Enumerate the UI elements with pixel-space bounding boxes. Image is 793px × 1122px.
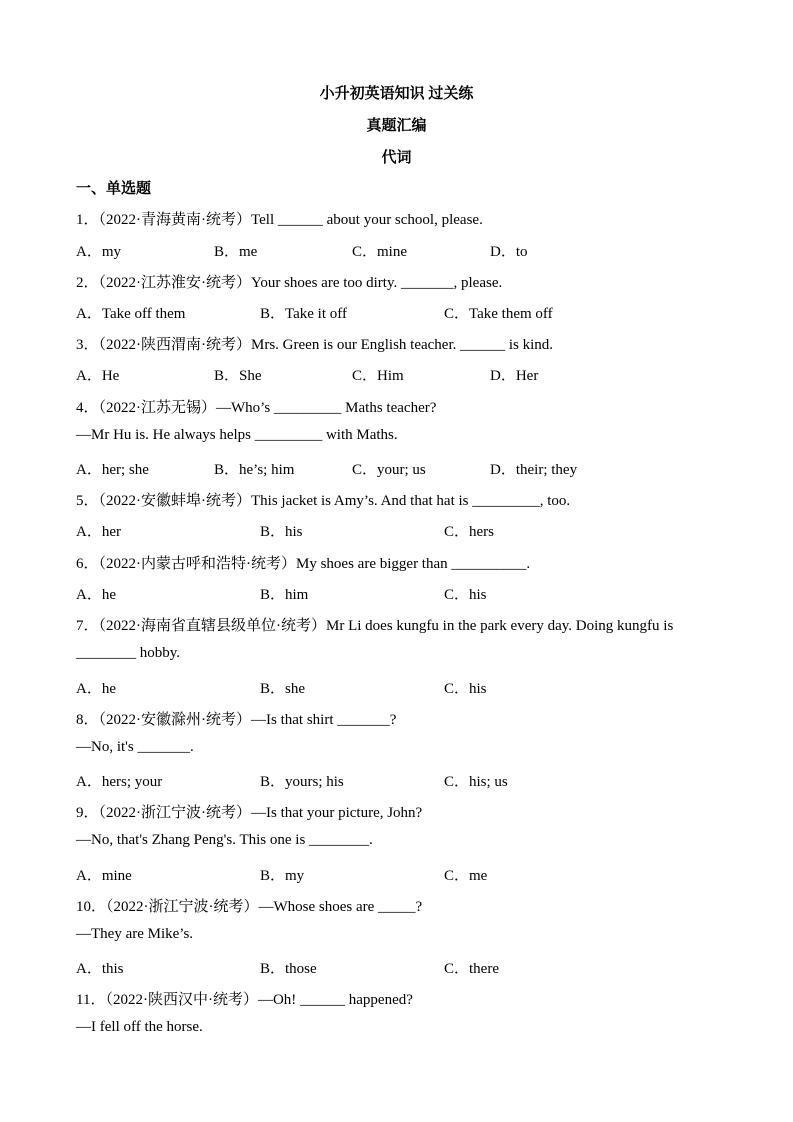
question-10 (76, 895, 422, 916)
section-heading: 一、单选题 (76, 181, 152, 197)
option-a: A．He (76, 368, 120, 384)
option-b: B．those (260, 961, 317, 977)
question-4 (76, 396, 436, 417)
option-c: C．there (444, 961, 499, 977)
question-text-cont: —I fell off the horse. (76, 1019, 203, 1035)
question-number: 1． (76, 212, 99, 228)
question-number: 3． (76, 337, 99, 353)
question-text: （2022·青海黄南·统考）Tell ______ about your school, please. (98, 212, 483, 228)
option-c: C．his; us (444, 774, 508, 790)
option-a: A．this (76, 961, 124, 977)
question-3 (76, 333, 553, 354)
question-text: （2022·浙江宁波·统考）—Is that your picture, John? (98, 805, 423, 821)
question-7 (76, 614, 673, 635)
option-b: B．She (214, 368, 262, 384)
option-a: A．he (76, 681, 116, 697)
question-text: （2022·浙江宁波·统考）—Whose shoes are _____? (106, 899, 423, 915)
question-number: 9． (76, 805, 99, 821)
question-text: （2022·安徽蚌埠·统考）This jacket is Amy’s. And that hat is _________, too. (98, 493, 571, 509)
question-text: （2022·安徽滁州·统考）—Is that shirt _______? (98, 712, 397, 728)
question-text-cont: —No, that's Zhang Peng's. This one is ________. (76, 832, 373, 848)
question-text-cont: —Mr Hu is. He always helps _________ with Maths. (76, 427, 398, 443)
option-b: B．his (260, 524, 303, 540)
option-a: A．Take off them (76, 306, 186, 322)
option-a: A．her (76, 524, 121, 540)
question-number: 11． (76, 992, 106, 1008)
option-a: A．my (76, 244, 122, 260)
option-b: B．yours; his (260, 774, 344, 790)
question-number: 4． (76, 400, 99, 416)
option-a: A．mine (76, 868, 132, 884)
question-text-cont: —They are Mike’s. (76, 926, 194, 942)
doc-title: 小升初英语知识 过关练 (319, 86, 474, 102)
option-c: C．his (444, 681, 487, 697)
question-number: 5． (76, 493, 99, 509)
option-a: A．her; she (76, 462, 149, 478)
option-c: C．mine (352, 244, 407, 260)
option-b: B．she (260, 681, 306, 697)
option-a: A．he (76, 587, 116, 603)
question-number: 10． (76, 899, 107, 915)
option-d: D．their; they (490, 462, 578, 478)
question-9 (76, 801, 422, 822)
option-d: D．Her (490, 368, 539, 384)
question-text: （2022·海南省直辖县级单位·统考）Mr Li does kungfu in the park every day. Doing kungfu is (98, 618, 674, 634)
question-text-cont: —No, it's _______. (76, 739, 194, 755)
question-number: 7． (76, 618, 99, 634)
option-a: A．hers; your (76, 774, 163, 790)
question-8 (76, 708, 396, 729)
question-6 (76, 552, 530, 573)
question-2 (76, 271, 502, 292)
question-11 (76, 988, 413, 1009)
option-d: D．to (490, 244, 528, 260)
option-c: C．Him (352, 368, 404, 384)
option-c: C．Take them off (444, 306, 553, 322)
option-c: C．me (444, 868, 488, 884)
question-5 (76, 489, 570, 510)
option-c: C．his (444, 587, 487, 603)
doc-subtitle: 真题汇编 (366, 118, 427, 134)
option-b: B．my (260, 868, 305, 884)
option-b: B．him (260, 587, 309, 603)
question-1 (76, 208, 483, 229)
question-text: （2022·陕西渭南·统考）Mrs. Green is our English teacher. ______ is kind. (98, 337, 554, 353)
question-number: 2． (76, 275, 99, 291)
question-text-cont: ________ hobby. (76, 645, 181, 661)
option-b: B．he’s; him (214, 462, 295, 478)
option-b: B．Take it off (260, 306, 347, 322)
option-c: C．hers (444, 524, 494, 540)
option-c: C．your; us (352, 462, 426, 478)
question-text: （2022·江苏淮安·统考）Your shoes are too dirty. _______, please. (98, 275, 503, 291)
doc-topic: 代词 (381, 150, 412, 166)
question-number: 8． (76, 712, 99, 728)
question-text: （2022·江苏无锡）—Who’s _________ Maths teacher? (98, 400, 437, 416)
question-text: （2022·陕西汉中·统考）—Oh! ______ happened? (105, 992, 413, 1008)
question-text: （2022·内蒙古呼和浩特·统考）My shoes are bigger than __________. (98, 556, 531, 572)
option-b: B．me (214, 244, 258, 260)
question-number: 6． (76, 556, 99, 572)
